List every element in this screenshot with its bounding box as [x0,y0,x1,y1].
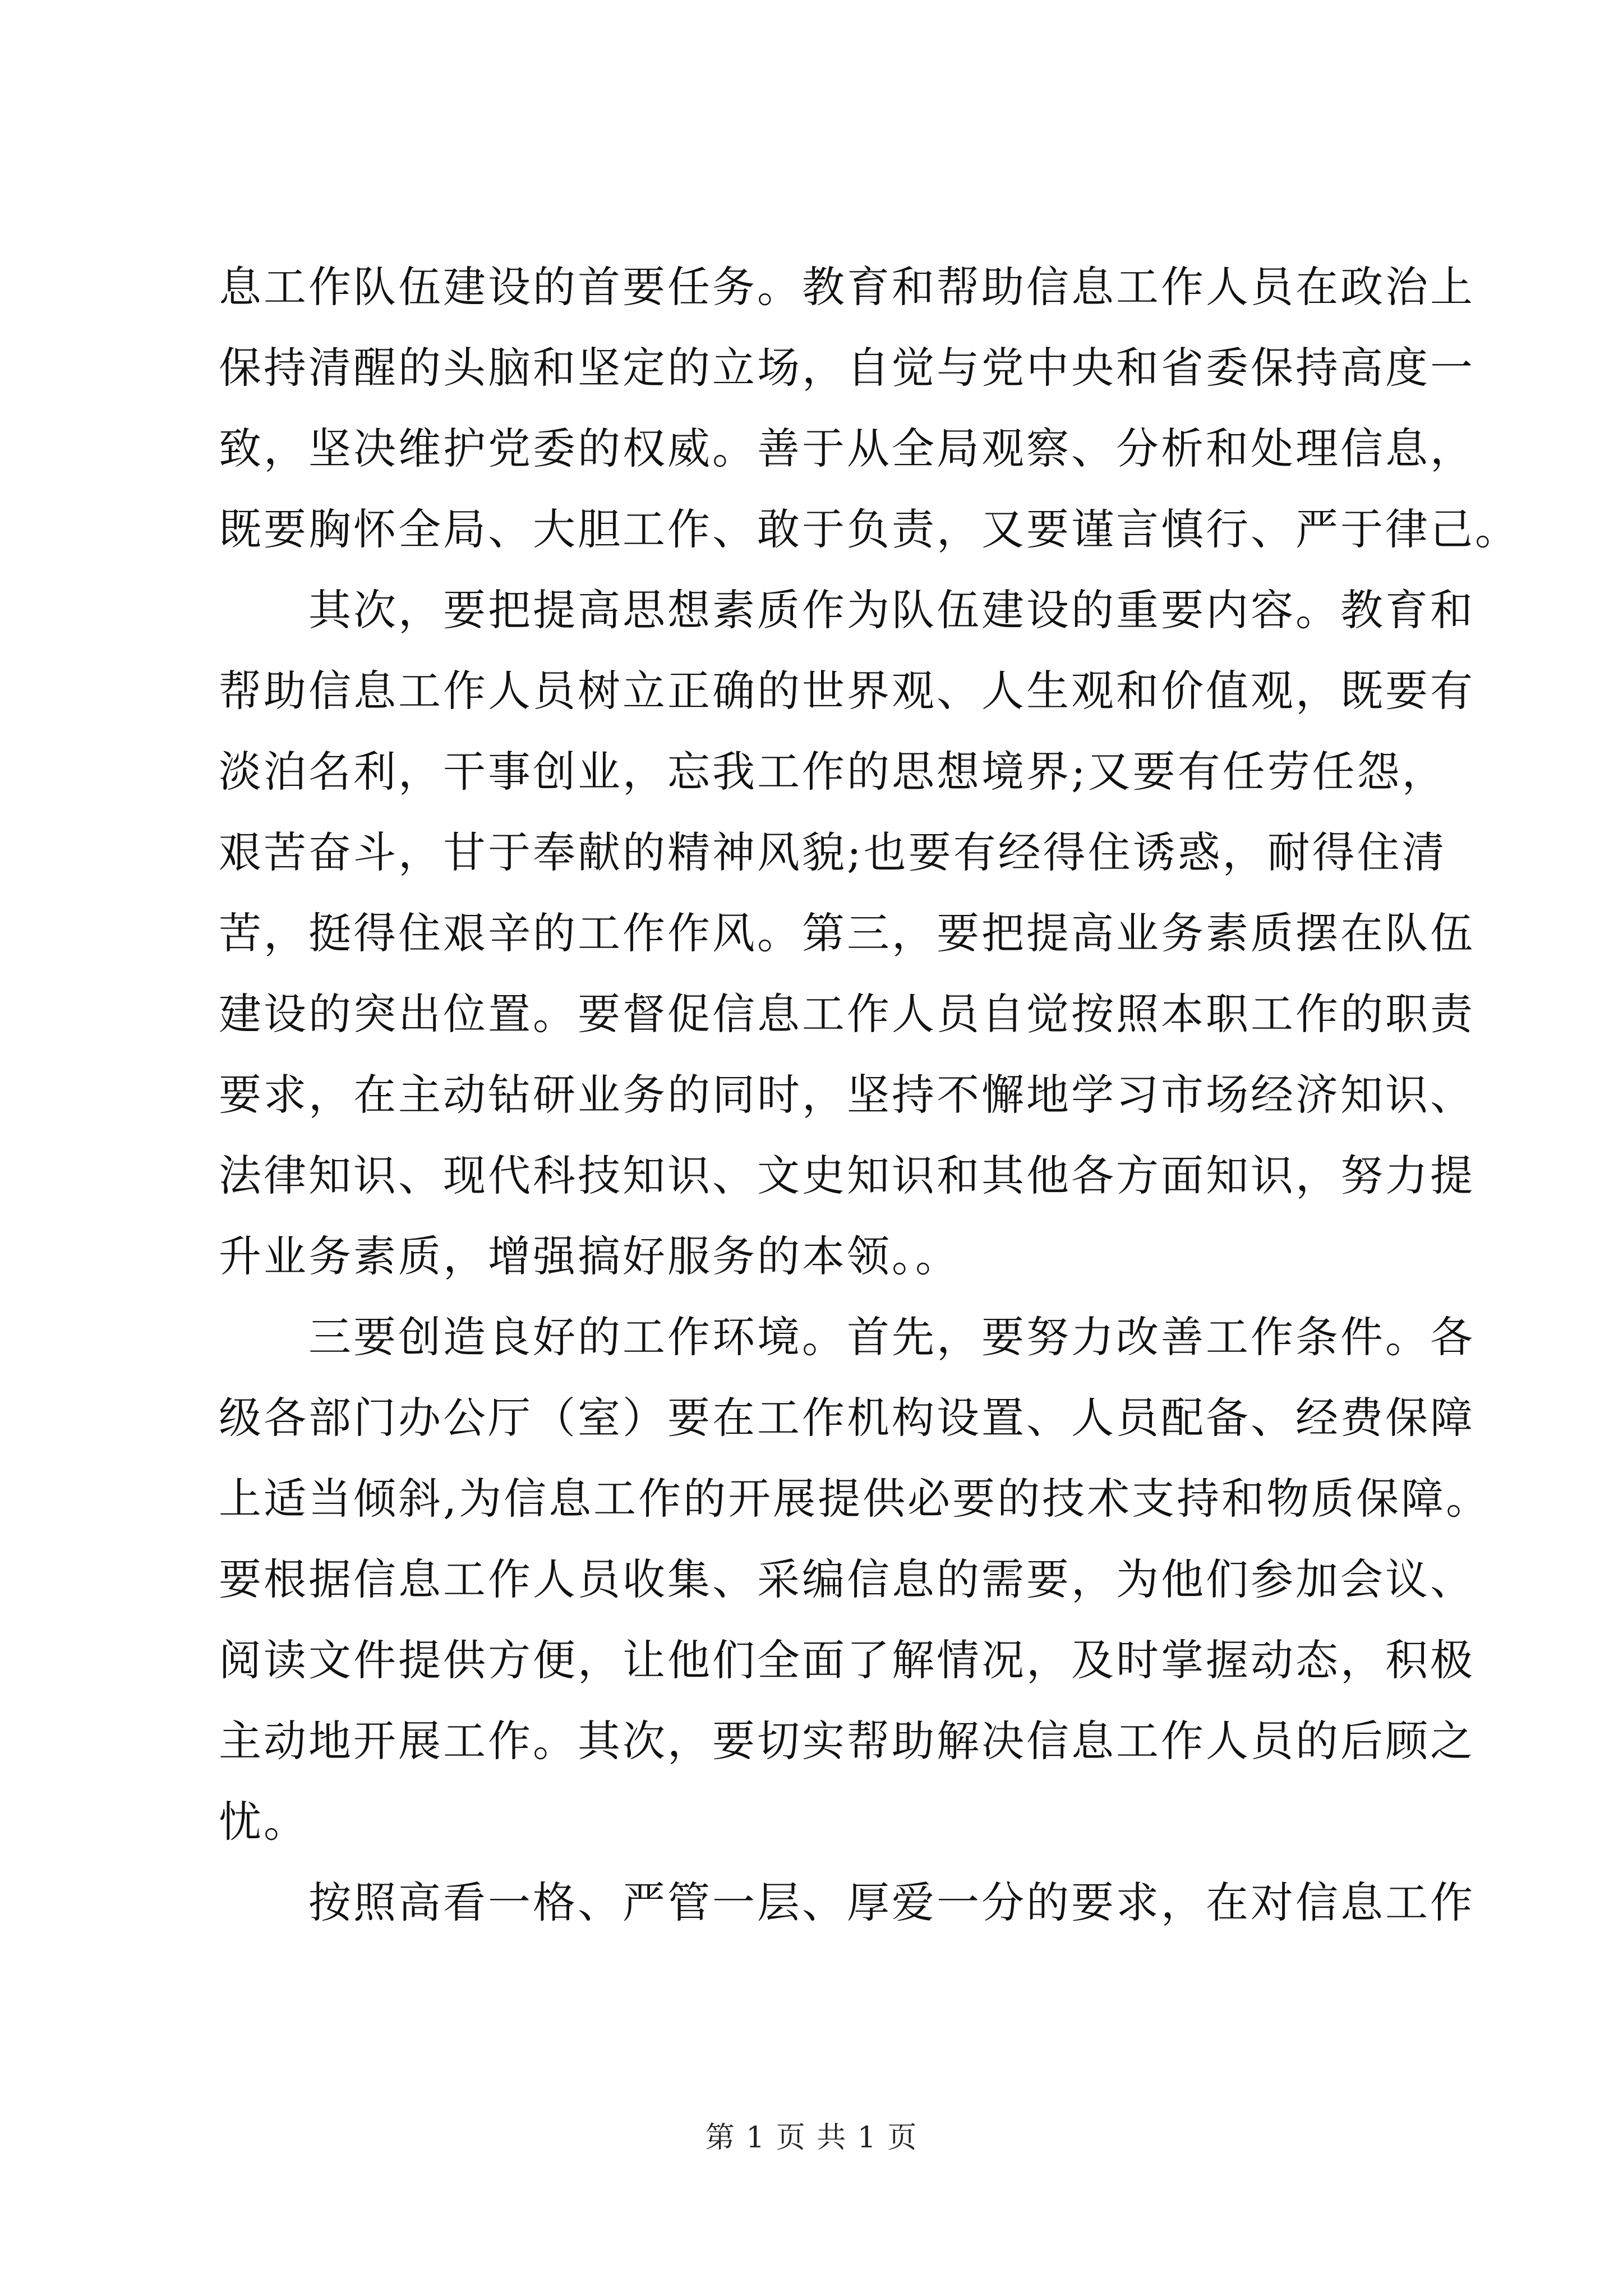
text-line: 苦，挺得住艰辛的工作作风。第三，要把提高业务素质摆在队伍 [219,908,1475,958]
text-line: 升业务素质，增强搞好服务的本领。。 [219,1231,960,1281]
text-line: 艰苦奋斗，甘于奉献的精神风貌;也要有经得住诱惑，耐得住清 [219,827,1447,877]
text-line: 上适当倾斜,为信息工作的开展提供必要的技术支持和物质保障。 [219,1474,1491,1524]
document-body [219,247,1520,1943]
text-line: 建设的突出位置。要督促信息工作人员自觉按照本职工作的职责 [219,989,1475,1039]
text-line: 级各部门办公厅（室）要在工作机构设置、人员配备、经费保障 [219,1393,1475,1443]
text-line: 淡泊名利，干事创业，忘我工作的思想境界;又要有任劳任怨， [219,747,1447,797]
text-line: 要根据信息工作人员收集、采编信息的需要，为他们参加会议、 [219,1554,1475,1604]
text-line: 法律知识、现代科技知识、文史知识和其他各方面知识，努力提 [219,1151,1475,1200]
text-line: 帮助信息工作人员树立正确的世界观、人生观和价值观，既要有 [219,666,1475,716]
text-line: 要求，在主动钻研业务的同时，坚持不懈地学习市场经济知识、 [219,1070,1475,1120]
page-footer: 第 1 页 共 1 页 [705,2121,918,2155]
text-line: 按照高看一格、严管一层、厚爱一分的要求，在对信息工作 [308,1878,1475,1927]
text-line: 阅读文件提供方便，让他们全面了解情况，及时掌握动态，积极 [219,1635,1475,1685]
text-line: 致，坚决维护党委的权威。善于从全局观察、分析和处理信息， [219,424,1475,473]
text-line: 保持清醒的头脑和坚定的立场，自觉与党中央和省委保持高度一 [219,343,1475,393]
text-line: 主动地开展工作。其次，要切实帮助解决信息工作人员的后顾之 [219,1716,1475,1766]
text-line: 既要胸怀全局、大胆工作、敢于负责，又要谨言慎行、严于律己。 [219,504,1520,554]
text-line: 其次，要把提高思想素质作为队伍建设的重要内容。教育和 [308,585,1475,635]
text-line: 三要创造良好的工作环境。首先，要努力改善工作条件。各 [308,1312,1475,1362]
text-line: 忧。 [219,1797,308,1847]
text-line: 息工作队伍建设的首要任务。教育和帮助信息工作人员在政治上 [219,262,1475,312]
